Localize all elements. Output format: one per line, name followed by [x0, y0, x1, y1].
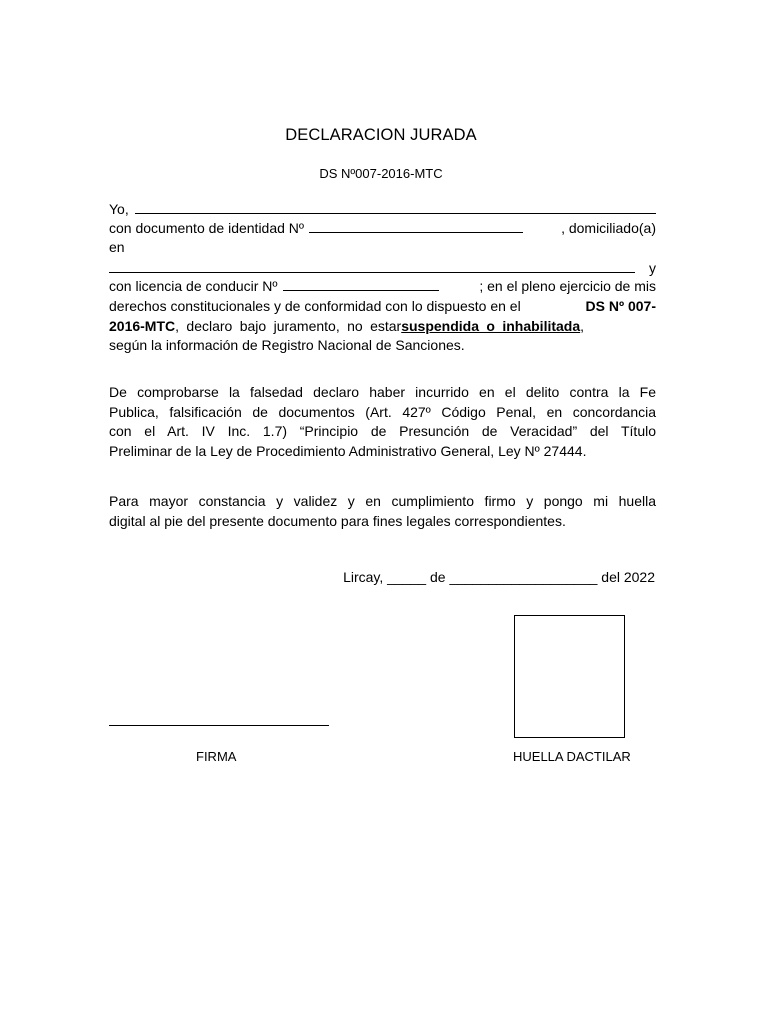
de-label: de: [429, 569, 446, 585]
firma-label: FIRMA: [196, 749, 237, 764]
day-blank[interactable]: _____: [387, 569, 427, 585]
en-line: [109, 238, 656, 258]
name-line: [109, 199, 656, 219]
id-document-line: [109, 219, 656, 239]
falsedad-line-2: Publica, falsificación de documentos (Art. 427º Código Penal, en concordancia: [109, 403, 656, 420]
declaration-paragraph: [109, 199, 656, 356]
signature-line[interactable]: [109, 725, 329, 726]
document-title: DECLARACION JURADA: [285, 126, 477, 144]
id-number-blank[interactable]: [309, 219, 523, 233]
falsedad-paragraph: [109, 383, 656, 461]
suspendida-text: suspendida o inhabilitada: [401, 317, 581, 334]
year-label: del 2022: [601, 569, 655, 585]
fingerprint-box[interactable]: [514, 615, 625, 738]
en-label: en: [109, 239, 125, 256]
constancia-line-1: Para mayor constancia y validez y en cumplimiento firmo y pongo mi huella: [109, 493, 656, 509]
derechos-line: [109, 297, 656, 317]
ds-reference-bold-1: DS Nº 007-: [585, 297, 656, 314]
ds-reference-bold-2: 2016-MTC: [109, 317, 176, 334]
place-date-line: [343, 569, 655, 585]
falsedad-line-4: Preliminar de la Ley de Procedimiento Administrativo General, Ley Nº 27444.: [109, 442, 587, 459]
constancia-line-2: digital al pie del presente documento para fines legales correspondientes.: [109, 512, 566, 529]
license-line: [109, 277, 656, 297]
license-number-blank[interactable]: [283, 277, 439, 291]
constancia-paragraph: [109, 492, 656, 531]
segun-text: según la información de Registro Nacional de Sanciones.: [109, 337, 465, 354]
pleno-ejercicio-text: ; en el pleno ejercicio de mis: [479, 278, 656, 295]
derechos-text: derechos constitucionales y de conformidad con lo dispuesto en el: [109, 297, 521, 314]
falsedad-line-1: De comprobarse la falsedad declaro haber incurrido en el delito contra la Fe: [109, 384, 656, 400]
y-label: y: [649, 259, 656, 276]
licencia-label: con licencia de conducir Nº: [109, 278, 278, 295]
huella-label: HUELLA DACTILAR: [513, 749, 631, 764]
comma: ,: [580, 317, 585, 334]
declaro-text: , declaro bajo juramento, no estar: [175, 317, 402, 334]
id-doc-label: con documento de identidad Nº: [109, 219, 305, 236]
month-blank[interactable]: ___________________: [449, 569, 598, 585]
address-line: [109, 258, 656, 278]
city-label: Lircay,: [343, 569, 384, 585]
falsedad-line-3: con el Art. IV Inc. 1.7) “Principio de Presunción de Veracidad” del Título: [109, 423, 656, 440]
declaro-line: [109, 317, 656, 337]
name-blank[interactable]: [135, 199, 656, 214]
document-subtitle: DS Nº007-2016-MTC: [319, 166, 443, 181]
segun-line: [109, 336, 656, 356]
domiciliado-label: , domiciliado(a): [561, 219, 656, 236]
yo-label: Yo,: [109, 201, 129, 217]
address-blank[interactable]: [109, 258, 635, 273]
